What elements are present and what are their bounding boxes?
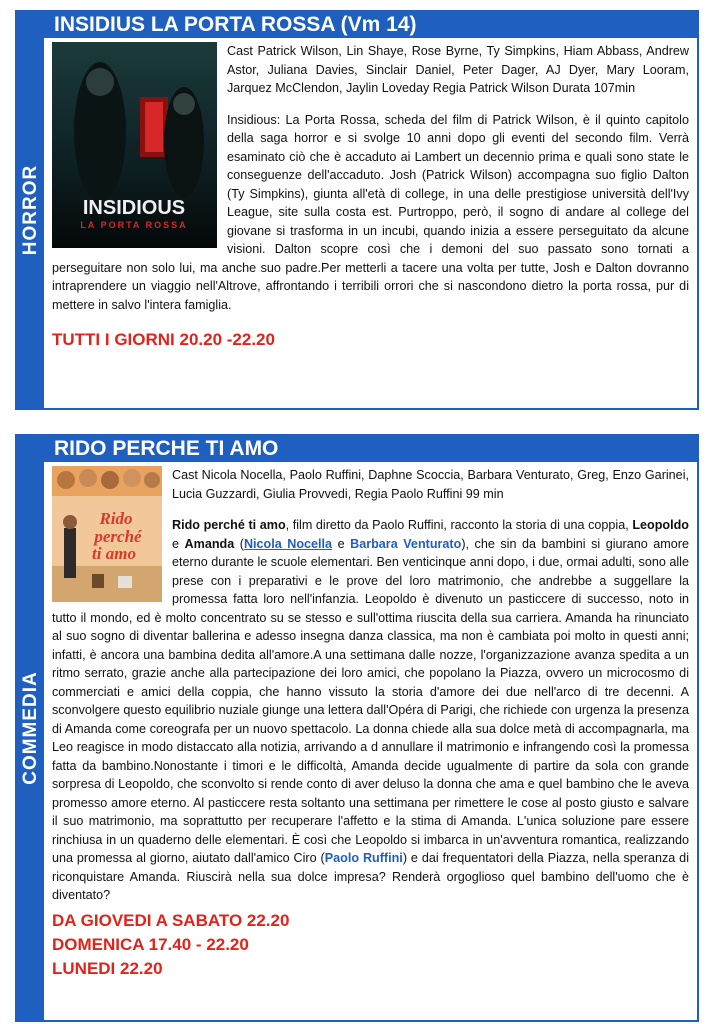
synopsis-text: ), che sin da bambini si giurano amore eterno durante le scuole elementari. Ben venticinque anni dopo, i due, ormai adulti, sono alle prese con i preparativi e le prove del loro matrimonio, che andrebbe a suggellare la promessa fatta loro nell'infanzia. Leopoldo è divenuto un pasticcere di successo, noto in tutto il mondo, ed è molto concentrato su se stesso e sull'ottima riuscita della sua carriera. Amanda ha rinunciato al suo sogno di diventar ballerina e adesso insegna danza classica, ma non è cambiata poi molto in questi anni; infatti, è ancora una bambina dedita all'amore.A una settimana dalle nozze, l'organizzazione avanza spedita a un ritmo serrato, grazie anche alla partecipazione dei loro amici, che popolano la Piazza, ovvero un microcosmo di commerciati e amici della coppia, che hanno vissuto la storia d'amore dei due nell'arco di tre decenni. A sconvolgere questo equilibrio nuziale giunge una lettera dall'Opéra di Parigi, che richiede con urgenza la presenza di Amanda come coreografa per un nuovo spettacolo. La donna chiede alla sua dolce metà di accompagnarla, ma Leo reagisce in modo distaccato alla notizia, arrivando a d annullare il matrimonio e infrangendo così la promessa fatta da bambino.Nonostante i timori e le difficoltà, Amanda decide ugualmente di partire da sola con grande sorpresa di Leopoldo, che sconvolto si rende conto di aver deluso la donna che ama e quel bambino che le aveva promesso amore eterno. Al pasticcere resta soltanto una settimana per rimettere le cose al posto giusto e salvare il suo matrimonio, ma soprattutto per recuperare l'affetto e la stima di Amanda. L'unica soluzione pare essere rinchiusa in un quaderno delle elementari. È così che Leopoldo si imbarca in un'avventura romantica, realizzando una promessa al giorno, aiutato dall'amico Ciro ( xyxy=(52,536,689,865)
film-synopsis: Insidious: La Porta Rossa, scheda del film di Patrick Wilson, è il quinto capitolo della saga horror e si svolge 10 anni dopo gli eventi del secondo film. Verrà esaminato ciò che è accaduto ai Lambert un decennio prima e quali sono state le conseguenze dell'accaduto. Josh (Patrick Wilson) accompagna suo figlio Dalton (Ty Simpkins), giunta all'età di college, in una delle prestigiose università dell'Ivy League, site sulla costa est. Purtroppo, però, il sogno di andare al college del giovane si trasforma in un incubi, quando inizia a essere perseguitato da alcune visioni. Dalton scopre così che i demoni del suo passato sono tornati a perseguitare non solo lui, ma anche suo padre.Per metterli a tacere una volta per tutte, Josh e Dalton dovranno intraprendere un viaggio nell'Altrove, affrontando i terribili orrori che si nascondono dietro la porta rossa, pur di mettere in salvo l'intera famiglia. xyxy=(52,112,689,312)
synopsis-text: e xyxy=(332,536,351,551)
poster-subtitle-text: LA PORTA ROSSA xyxy=(80,220,188,230)
genre-banner xyxy=(17,12,44,408)
genre-label: COMMEDIA xyxy=(19,671,41,785)
svg-text:Rido: Rido xyxy=(99,509,133,528)
genre-banner xyxy=(17,436,44,1020)
actor-link-nicola-nocella[interactable]: Nicola Nocella xyxy=(243,536,333,551)
synopsis-text: e xyxy=(172,536,185,551)
film-title: RIDO PERCHE TI AMO xyxy=(44,436,697,462)
synopsis-character-amanda: Amanda xyxy=(184,536,235,551)
film-card-horror xyxy=(15,10,699,410)
film-cast: Cast Nicola Nocella, Paolo Ruffini, Daphne Scoccia, Barbara Venturato, Greg, Enzo Garinei, Lucia Guzzardi, Giulia Provvedi, Regia Paolo Ruffini 99 min xyxy=(172,468,689,501)
synopsis-text: , film diretto da Paolo Ruffini, racconto la storia di una coppia, xyxy=(285,518,633,532)
showtimes xyxy=(52,909,689,981)
film-poster xyxy=(52,42,217,248)
film-details xyxy=(52,42,689,352)
synopsis-text: ) e dai frequentatori della Piazza, nella speranza di riconquistare Amanda. Riuscirà nella sua dolce impresa? Renderà orgoglioso quel bambino dell'uomo che è diventato? xyxy=(52,851,689,902)
showtime-line: TUTTI I GIORNI 20.20 -22.20 xyxy=(52,330,275,349)
showtime-line: DOMENICA 17.40 - 22.20 xyxy=(52,934,249,954)
svg-text:perché: perché xyxy=(94,527,142,546)
synopsis-character-leopoldo: Leopoldo xyxy=(632,518,689,532)
showtime-line: LUNEDI 22.20 xyxy=(52,958,163,978)
actor-link-barbara-venturato[interactable]: Barbara Venturato xyxy=(350,536,462,551)
genre-label: HORROR xyxy=(19,164,41,256)
synopsis-text: ( xyxy=(234,536,244,551)
actor-link-paolo-ruffini[interactable]: Paolo Ruffini xyxy=(324,851,403,865)
showtime-line: DA GIOVEDI A SABATO 22.20 xyxy=(52,910,290,930)
film-title: INSIDIUS LA PORTA ROSSA (Vm 14) xyxy=(44,12,697,38)
film-poster xyxy=(52,466,162,602)
film-cast: Cast Patrick Wilson, Lin Shaye, Rose Byrne, Ty Simpkins, Hiam Abbass, Andrew Astor, Juliana Davies, Sinclair Daniel, Peter Dager, AJ Dyer, Mary Looram, Jarquez McClendon, Jaylin Loveday Regia Patrick Wilson Durata 107min xyxy=(227,44,689,95)
showtimes xyxy=(52,328,689,352)
synopsis-film-name: Rido perché ti amo xyxy=(172,518,286,532)
poster-title-text: INSIDIOUS xyxy=(82,197,186,219)
film-card-commedia xyxy=(15,434,699,1022)
svg-text:ti amo: ti amo xyxy=(92,544,136,563)
film-details xyxy=(52,466,689,981)
